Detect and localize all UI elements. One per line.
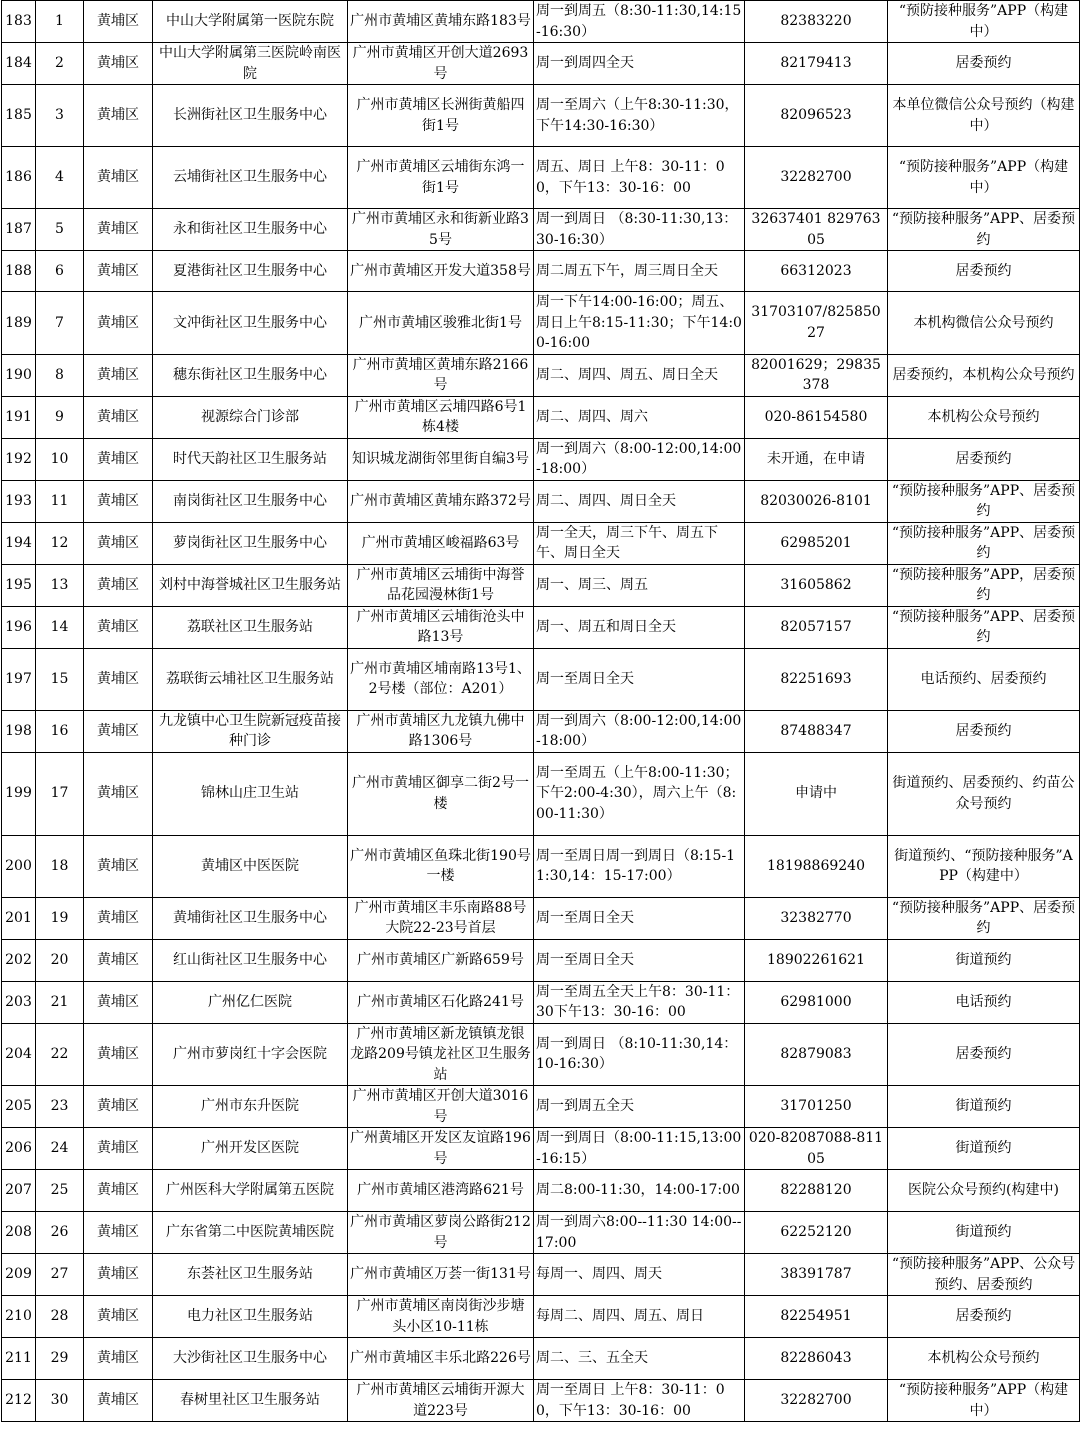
table-row	[2, 1212, 1080, 1254]
table-row	[2, 522, 1080, 564]
row-number-cell: 208	[2, 1212, 36, 1254]
row-number-cell: 212	[2, 1380, 36, 1422]
table-row	[2, 354, 1080, 396]
row-number-cell: 206	[2, 1128, 36, 1170]
table-row	[2, 480, 1080, 522]
service-hours-cell: 周一至周日全天	[534, 939, 745, 981]
table-row	[2, 939, 1080, 981]
row-number-cell: 187	[2, 209, 36, 251]
site-name-cell: 云埔街社区卫生服务中心	[153, 147, 348, 209]
row-number-cell: 201	[2, 897, 36, 939]
sequence-cell: 7	[36, 292, 84, 355]
phone-cell: 66312023	[745, 251, 888, 292]
phone-cell: 82096523	[745, 85, 888, 147]
address-cell: 广州市黄埔区九龙镇九佛中路1306号	[348, 710, 534, 752]
address-cell: 广州市黄埔区丰乐北路226号	[348, 1338, 534, 1380]
address-cell: 广州市黄埔区南岗街沙步塘头小区10-11栋	[348, 1296, 534, 1338]
district-cell: 黄埔区	[84, 835, 153, 897]
row-number-cell: 190	[2, 354, 36, 396]
district-cell: 黄埔区	[84, 752, 153, 835]
phone-cell: 82251693	[745, 648, 888, 710]
site-name-cell: 大沙街社区卫生服务中心	[153, 1338, 348, 1380]
phone-cell: 18198869240	[745, 835, 888, 897]
table-row	[2, 897, 1080, 939]
site-name-cell: 红山街社区卫生服务中心	[153, 939, 348, 981]
service-hours-cell: 周一到周六（8:00-12:00,14:00-18:00）	[534, 710, 745, 752]
sequence-cell: 12	[36, 522, 84, 564]
booking-method-cell: 居委预约	[888, 1023, 1080, 1086]
row-number-cell: 194	[2, 522, 36, 564]
district-cell: 黄埔区	[84, 209, 153, 251]
booking-method-cell: “预防接种服务”APP、公众号预约、居委预约	[888, 1254, 1080, 1296]
service-hours-cell: 周一至周日 上午8：30-11：00，下午13：30-16：00	[534, 1380, 745, 1422]
site-name-cell: 九龙镇中心卫生院新冠疫苗接种门诊	[153, 710, 348, 752]
address-cell: 广州市黄埔区埔南路13号1、2号楼（部位：A201）	[348, 648, 534, 710]
site-name-cell: 穗东街社区卫生服务中心	[153, 354, 348, 396]
row-number-cell: 203	[2, 981, 36, 1023]
address-cell: 广州市黄埔区云埔街中海誉品花园漫林街1号	[348, 564, 534, 606]
sequence-cell: 5	[36, 209, 84, 251]
sequence-cell: 27	[36, 1254, 84, 1296]
site-name-cell: 电力社区卫生服务站	[153, 1296, 348, 1338]
phone-cell: 未开通，在申请	[745, 438, 888, 480]
table-row	[2, 85, 1080, 147]
phone-cell: 18902261621	[745, 939, 888, 981]
booking-method-cell: 街道预约	[888, 1128, 1080, 1170]
district-cell: 黄埔区	[84, 1254, 153, 1296]
site-name-cell: 黄埔区中医医院	[153, 835, 348, 897]
phone-cell: 31701250	[745, 1086, 888, 1128]
service-hours-cell: 周一到周日（8:00-11:15,13:00-16:15）	[534, 1128, 745, 1170]
table-row	[2, 1296, 1080, 1338]
table-row	[2, 606, 1080, 648]
service-hours-cell: 周一至周六（上午8:30-11:30，下午14:30-16:30）	[534, 85, 745, 147]
site-name-cell: 荔联街云埔社区卫生服务站	[153, 648, 348, 710]
table-row	[2, 43, 1080, 85]
row-number-cell: 211	[2, 1338, 36, 1380]
service-hours-cell: 周一到周日 （8:30-11:30,13：30-16:30）	[534, 209, 745, 251]
district-cell: 黄埔区	[84, 1296, 153, 1338]
sequence-cell: 10	[36, 438, 84, 480]
booking-method-cell: 街道预约、“预防接种服务”APP（构建中）	[888, 835, 1080, 897]
booking-method-cell: 居委预约	[888, 1296, 1080, 1338]
booking-method-cell: “预防接种服务”APP（构建中）	[888, 147, 1080, 209]
booking-method-cell: 本单位微信公众号预约（构建中）	[888, 85, 1080, 147]
sequence-cell: 24	[36, 1128, 84, 1170]
district-cell: 黄埔区	[84, 564, 153, 606]
sequence-cell: 16	[36, 710, 84, 752]
booking-method-cell: 电话预约	[888, 981, 1080, 1023]
sequence-cell: 4	[36, 147, 84, 209]
phone-cell: 82001629；29835378	[745, 354, 888, 396]
phone-cell: 62981000	[745, 981, 888, 1023]
booking-method-cell: 本机构公众号预约	[888, 1338, 1080, 1380]
row-number-cell: 191	[2, 396, 36, 438]
service-hours-cell: 周二周五下午，周三周日全天	[534, 251, 745, 292]
sequence-cell: 29	[36, 1338, 84, 1380]
booking-method-cell: 街道预约	[888, 1086, 1080, 1128]
district-cell: 黄埔区	[84, 292, 153, 355]
phone-cell: 82288120	[745, 1170, 888, 1212]
sequence-cell: 20	[36, 939, 84, 981]
phone-cell: 020-82087088-81105	[745, 1128, 888, 1170]
service-hours-cell: 周一到周六8:00--11:30 14:00--17:00	[534, 1212, 745, 1254]
service-hours-cell: 周一到周日 （8:10-11:30,14：10-16:30）	[534, 1023, 745, 1086]
phone-cell: 31605862	[745, 564, 888, 606]
booking-method-cell: 居委预约，本机构公众号预约	[888, 354, 1080, 396]
address-cell: 知识城龙湖街邻里街自编3号	[348, 438, 534, 480]
site-name-cell: 永和街社区卫生服务中心	[153, 209, 348, 251]
booking-method-cell: 居委预约	[888, 251, 1080, 292]
table-row	[2, 147, 1080, 209]
table-row	[2, 438, 1080, 480]
row-number-cell: 188	[2, 251, 36, 292]
district-cell: 黄埔区	[84, 710, 153, 752]
site-name-cell: 广州市东升医院	[153, 1086, 348, 1128]
site-name-cell: 中山大学附属第一医院东院	[153, 1, 348, 43]
sequence-cell: 22	[36, 1023, 84, 1086]
site-name-cell: 荔联社区卫生服务站	[153, 606, 348, 648]
district-cell: 黄埔区	[84, 1, 153, 43]
table-row	[2, 648, 1080, 710]
district-cell: 黄埔区	[84, 981, 153, 1023]
district-cell: 黄埔区	[84, 1338, 153, 1380]
site-name-cell: 萝岗街社区卫生服务中心	[153, 522, 348, 564]
row-number-cell: 183	[2, 1, 36, 43]
booking-method-cell: “预防接种服务”APP（构建中）	[888, 1380, 1080, 1422]
district-cell: 黄埔区	[84, 939, 153, 981]
address-cell: 广州市黄埔区御享二街2号一楼	[348, 752, 534, 835]
service-hours-cell: 每周二、周四、周五、周日	[534, 1296, 745, 1338]
phone-cell: 82286043	[745, 1338, 888, 1380]
service-hours-cell: 周一下午14:00-16:00；周五、周日上午8:15-11:30；下午14:00-16:00	[534, 292, 745, 355]
phone-cell: 020-86154580	[745, 396, 888, 438]
address-cell: 广州市黄埔区鱼珠北街190号一楼	[348, 835, 534, 897]
sequence-cell: 2	[36, 43, 84, 85]
table-row	[2, 209, 1080, 251]
sequence-cell: 17	[36, 752, 84, 835]
sequence-cell: 19	[36, 897, 84, 939]
address-cell: 广州市黄埔区萝岗公路街212号	[348, 1212, 534, 1254]
sequence-cell: 6	[36, 251, 84, 292]
phone-cell: 38391787	[745, 1254, 888, 1296]
sequence-cell: 3	[36, 85, 84, 147]
service-hours-cell: 周一至周日全天	[534, 897, 745, 939]
phone-cell: 31703107/82585027	[745, 292, 888, 355]
district-cell: 黄埔区	[84, 1128, 153, 1170]
booking-method-cell: “预防接种服务”APP、居委预约	[888, 480, 1080, 522]
row-number-cell: 199	[2, 752, 36, 835]
district-cell: 黄埔区	[84, 897, 153, 939]
phone-cell: 32282700	[745, 147, 888, 209]
address-cell: 广州市黄埔区云埔街开源大道223号	[348, 1380, 534, 1422]
sequence-cell: 25	[36, 1170, 84, 1212]
site-name-cell: 广州医科大学附属第五医院	[153, 1170, 348, 1212]
district-cell: 黄埔区	[84, 480, 153, 522]
district-cell: 黄埔区	[84, 522, 153, 564]
table-row	[2, 1380, 1080, 1422]
phone-cell: 82057157	[745, 606, 888, 648]
phone-cell: 82030026-8101	[745, 480, 888, 522]
site-name-cell: 黄埔街社区卫生服务中心	[153, 897, 348, 939]
address-cell: 广州市黄埔区永和街新业路35号	[348, 209, 534, 251]
sequence-cell: 13	[36, 564, 84, 606]
address-cell: 广州市黄埔区云埔四路6号1栋4楼	[348, 396, 534, 438]
phone-cell: 87488347	[745, 710, 888, 752]
district-cell: 黄埔区	[84, 648, 153, 710]
booking-method-cell: 电话预约、居委预约	[888, 648, 1080, 710]
row-number-cell: 189	[2, 292, 36, 355]
address-cell: 广州市黄埔区骏雅北街1号	[348, 292, 534, 355]
sequence-cell: 14	[36, 606, 84, 648]
address-cell: 广州市黄埔区开创大道2693号	[348, 43, 534, 85]
sequence-cell: 15	[36, 648, 84, 710]
service-hours-cell: 周五、周日 上午8：30-11：00，下午13：30-16：00	[534, 147, 745, 209]
booking-method-cell: “预防接种服务”APP、居委预约	[888, 209, 1080, 251]
table-row	[2, 1170, 1080, 1212]
address-cell: 广州市黄埔区云埔街沧头中路13号	[348, 606, 534, 648]
service-hours-cell: 周一至周日全天	[534, 648, 745, 710]
service-hours-cell: 周二、周四、周日全天	[534, 480, 745, 522]
service-hours-cell: 周一、周三、周五	[534, 564, 745, 606]
table-row	[2, 292, 1080, 355]
phone-cell: 62252120	[745, 1212, 888, 1254]
table-row	[2, 1, 1080, 43]
district-cell: 黄埔区	[84, 354, 153, 396]
address-cell: 广州市黄埔区广新路659号	[348, 939, 534, 981]
site-name-cell: 时代天韵社区卫生服务站	[153, 438, 348, 480]
service-hours-cell: 周一全天，周三下午、周五下午、周日全天	[534, 522, 745, 564]
booking-method-cell: 本机构微信公众号预约	[888, 292, 1080, 355]
row-number-cell: 202	[2, 939, 36, 981]
site-name-cell: 广东省第二中医院黄埔医院	[153, 1212, 348, 1254]
service-hours-cell: 周一至周五（上午8:00-11:30；下午2:00-4:30），周六上午（8:00-11:30）	[534, 752, 745, 835]
address-cell: 广州市黄埔区港湾路621号	[348, 1170, 534, 1212]
service-hours-cell: 周一到周六（8:00-12:00,14:00-18:00）	[534, 438, 745, 480]
phone-cell: 82879083	[745, 1023, 888, 1086]
address-cell: 广州市黄埔区开发大道358号	[348, 251, 534, 292]
booking-method-cell: 街道预约、居委预约、约苗公众号预约	[888, 752, 1080, 835]
row-number-cell: 198	[2, 710, 36, 752]
address-cell: 广州市黄埔区黄埔东路183号	[348, 1, 534, 43]
booking-method-cell: 居委预约	[888, 43, 1080, 85]
booking-method-cell: 居委预约	[888, 710, 1080, 752]
row-number-cell: 186	[2, 147, 36, 209]
booking-method-cell: 本机构公众号预约	[888, 396, 1080, 438]
district-cell: 黄埔区	[84, 1086, 153, 1128]
booking-method-cell: “预防接种服务”APP、居委预约	[888, 522, 1080, 564]
site-name-cell: 广州市萝岗红十字会医院	[153, 1023, 348, 1086]
table-row	[2, 564, 1080, 606]
sequence-cell: 26	[36, 1212, 84, 1254]
site-name-cell: 视源综合门诊部	[153, 396, 348, 438]
service-hours-cell: 周二、三、五全天	[534, 1338, 745, 1380]
address-cell: 广州市黄埔区丰乐南路88号大院22-23号首层	[348, 897, 534, 939]
booking-method-cell: 街道预约	[888, 1212, 1080, 1254]
booking-method-cell: 居委预约	[888, 438, 1080, 480]
table-row	[2, 1086, 1080, 1128]
table-row	[2, 710, 1080, 752]
sequence-cell: 21	[36, 981, 84, 1023]
row-number-cell: 210	[2, 1296, 36, 1338]
site-name-cell: 刘村中海誉城社区卫生服务站	[153, 564, 348, 606]
booking-method-cell: “预防接种服务”APP、居委预约	[888, 606, 1080, 648]
district-cell: 黄埔区	[84, 606, 153, 648]
service-hours-cell: 周二、周四、周六	[534, 396, 745, 438]
table-row	[2, 1128, 1080, 1170]
table-row	[2, 752, 1080, 835]
address-cell: 广州市黄埔区云埔街东鸿一街1号	[348, 147, 534, 209]
sequence-cell: 11	[36, 480, 84, 522]
site-name-cell: 锦林山庄卫生站	[153, 752, 348, 835]
row-number-cell: 185	[2, 85, 36, 147]
booking-method-cell: “预防接种服务”APP（构建中）	[888, 1, 1080, 43]
sequence-cell: 9	[36, 396, 84, 438]
row-number-cell: 207	[2, 1170, 36, 1212]
service-hours-cell: 每周一、周四、周天	[534, 1254, 745, 1296]
district-cell: 黄埔区	[84, 396, 153, 438]
district-cell: 黄埔区	[84, 147, 153, 209]
address-cell: 广州市黄埔区黄埔东路2166号	[348, 354, 534, 396]
district-cell: 黄埔区	[84, 1170, 153, 1212]
service-hours-cell: 周二、周四、周五、周日全天	[534, 354, 745, 396]
address-cell: 广州市黄埔区新龙镇镇龙银龙路209号镇龙社区卫生服务站	[348, 1023, 534, 1086]
vaccination-sites-table	[1, 0, 1080, 1422]
table-row	[2, 1254, 1080, 1296]
sequence-cell: 28	[36, 1296, 84, 1338]
row-number-cell: 209	[2, 1254, 36, 1296]
site-name-cell: 春树里社区卫生服务站	[153, 1380, 348, 1422]
phone-cell: 32637401 82976305	[745, 209, 888, 251]
address-cell: 广州市黄埔区石化路241号	[348, 981, 534, 1023]
booking-method-cell: 街道预约	[888, 939, 1080, 981]
sequence-cell: 23	[36, 1086, 84, 1128]
site-name-cell: 夏港街社区卫生服务中心	[153, 251, 348, 292]
site-name-cell: 文冲街社区卫生服务中心	[153, 292, 348, 355]
site-name-cell: 南岗街社区卫生服务中心	[153, 480, 348, 522]
district-cell: 黄埔区	[84, 1023, 153, 1086]
table-row	[2, 981, 1080, 1023]
phone-cell: 82179413	[745, 43, 888, 85]
district-cell: 黄埔区	[84, 1380, 153, 1422]
table-row	[2, 1338, 1080, 1380]
site-name-cell: 广州亿仁医院	[153, 981, 348, 1023]
sequence-cell: 18	[36, 835, 84, 897]
table-row	[2, 251, 1080, 292]
booking-method-cell: 医院公众号预约(构建中)	[888, 1170, 1080, 1212]
sequence-cell: 30	[36, 1380, 84, 1422]
phone-cell: 82254951	[745, 1296, 888, 1338]
row-number-cell: 204	[2, 1023, 36, 1086]
phone-cell: 32282700	[745, 1380, 888, 1422]
address-cell: 广州市黄埔区峻福路63号	[348, 522, 534, 564]
phone-cell: 32382770	[745, 897, 888, 939]
service-hours-cell: 周一到周五全天	[534, 1086, 745, 1128]
row-number-cell: 184	[2, 43, 36, 85]
address-cell: 广州市黄埔区长洲街黄船四街1号	[348, 85, 534, 147]
site-name-cell: 广州开发区医院	[153, 1128, 348, 1170]
address-cell: 广州黄埔区开发区友谊路196号	[348, 1128, 534, 1170]
booking-method-cell: “预防接种服务”APP，居委预约	[888, 564, 1080, 606]
sequence-cell: 8	[36, 354, 84, 396]
row-number-cell: 193	[2, 480, 36, 522]
service-hours-cell: 周一到周四全天	[534, 43, 745, 85]
row-number-cell: 197	[2, 648, 36, 710]
table-row	[2, 396, 1080, 438]
address-cell: 广州市黄埔区万荟一街131号	[348, 1254, 534, 1296]
district-cell: 黄埔区	[84, 1212, 153, 1254]
site-name-cell: 长洲街社区卫生服务中心	[153, 85, 348, 147]
row-number-cell: 200	[2, 835, 36, 897]
phone-cell: 62985201	[745, 522, 888, 564]
service-hours-cell: 周二8:00-11:30，14:00-17:00	[534, 1170, 745, 1212]
booking-method-cell: “预防接种服务”APP、居委预约	[888, 897, 1080, 939]
phone-cell: 82383220	[745, 1, 888, 43]
table-body	[2, 1, 1080, 1422]
district-cell: 黄埔区	[84, 438, 153, 480]
address-cell: 广州市黄埔区开创大道3016号	[348, 1086, 534, 1128]
district-cell: 黄埔区	[84, 251, 153, 292]
sequence-cell: 1	[36, 1, 84, 43]
service-hours-cell: 周一、周五和周日全天	[534, 606, 745, 648]
row-number-cell: 192	[2, 438, 36, 480]
table-row	[2, 835, 1080, 897]
district-cell: 黄埔区	[84, 43, 153, 85]
service-hours-cell: 周一到周五（8:30-11:30,14:15-16:30）	[534, 1, 745, 43]
site-name-cell: 中山大学附属第三医院岭南医院	[153, 43, 348, 85]
district-cell: 黄埔区	[84, 85, 153, 147]
table-row	[2, 1023, 1080, 1086]
row-number-cell: 196	[2, 606, 36, 648]
address-cell: 广州市黄埔区黄埔东路372号	[348, 480, 534, 522]
phone-cell: 申请中	[745, 752, 888, 835]
row-number-cell: 195	[2, 564, 36, 606]
row-number-cell: 205	[2, 1086, 36, 1128]
service-hours-cell: 周一至周日周一到周日（8:15-11:30,14：15-17:00）	[534, 835, 745, 897]
service-hours-cell: 周一至周五全天上午8：30-11：30下午13：30-16：00	[534, 981, 745, 1023]
site-name-cell: 东荟社区卫生服务站	[153, 1254, 348, 1296]
